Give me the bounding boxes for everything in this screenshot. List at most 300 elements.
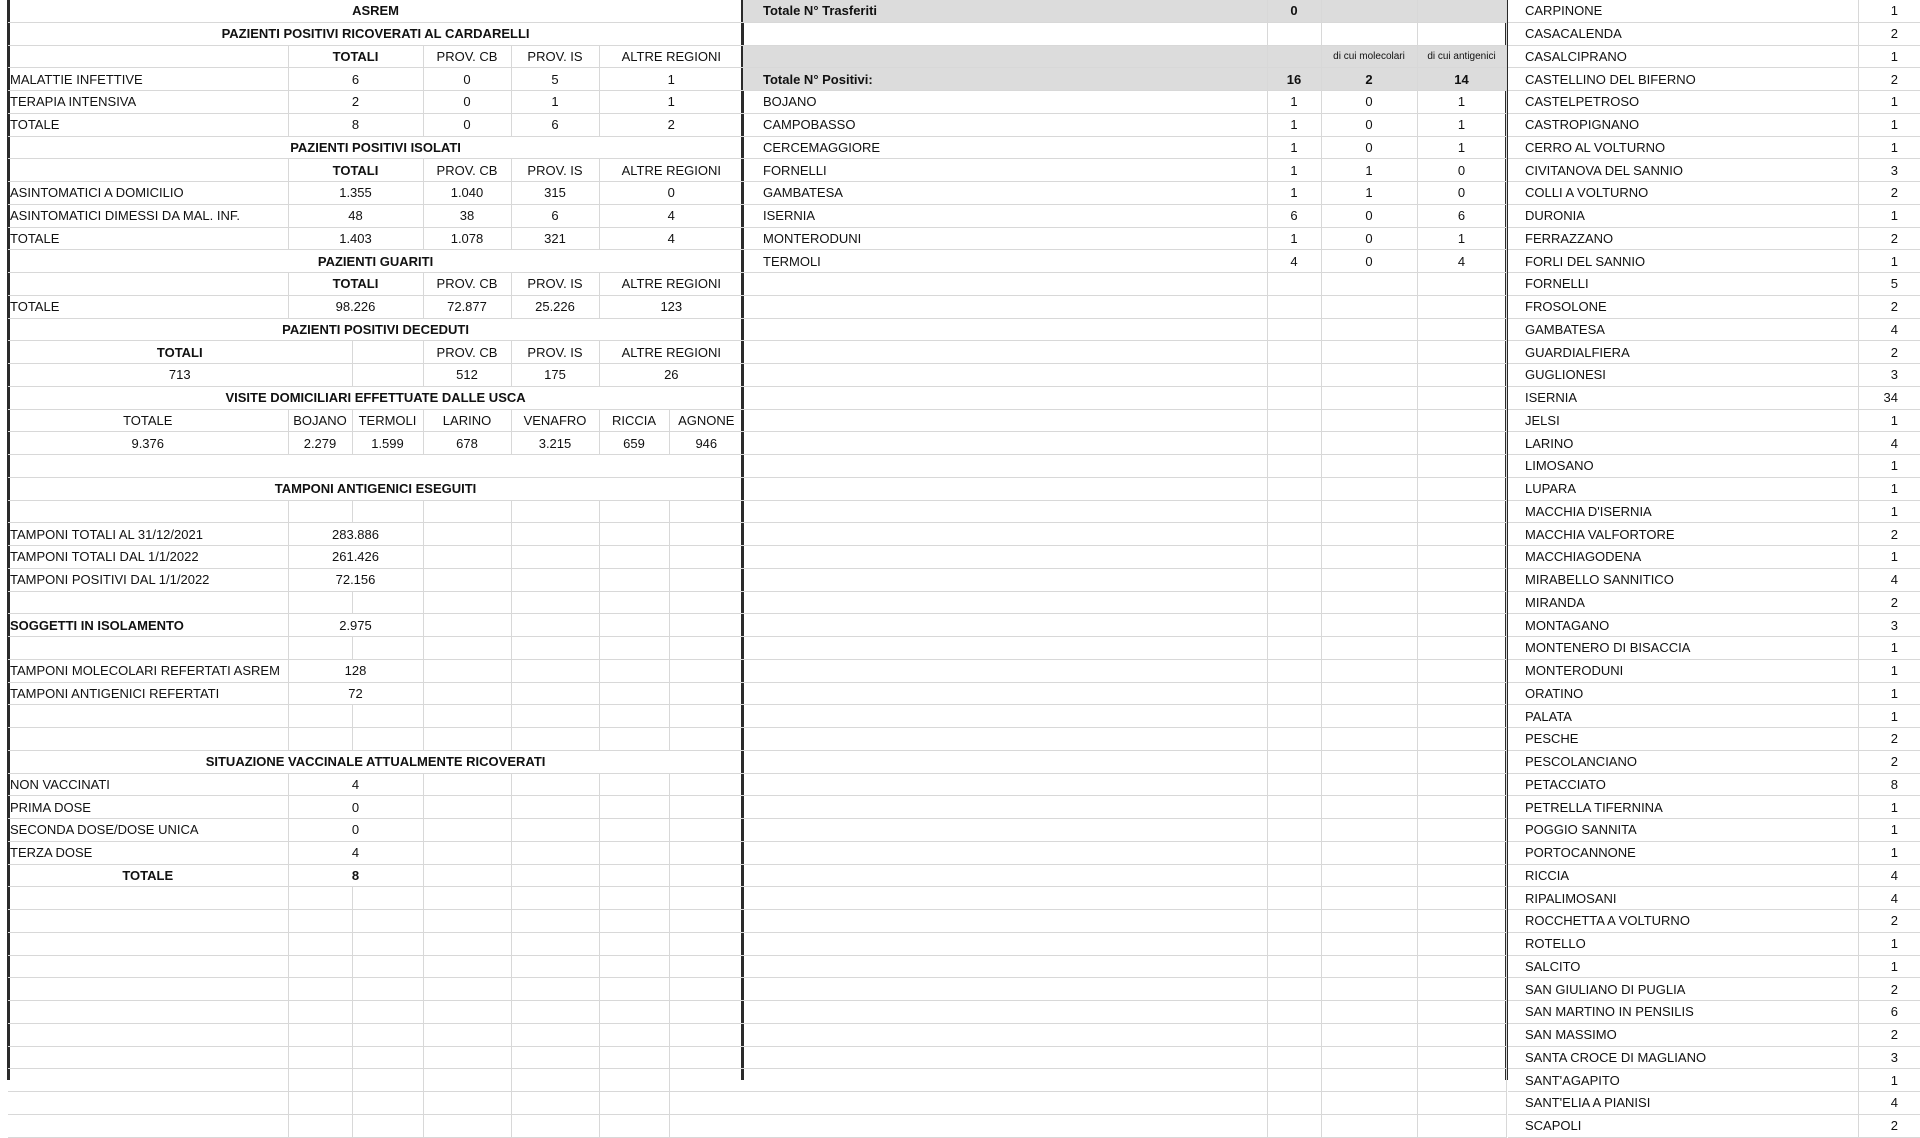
cell (599, 1092, 669, 1115)
cell (1417, 568, 1506, 591)
cell (1321, 341, 1417, 364)
municipality-name: PORTOCANNONE (1508, 841, 1858, 864)
municipality-name: CIVITANOVA DEL SANNIO (1508, 159, 1858, 182)
municipality-name: SANT'ELIA A PIANISI (1508, 1092, 1858, 1115)
cell (669, 1046, 743, 1069)
usca-header: AGNONE (669, 409, 743, 432)
cell (1267, 1114, 1321, 1137)
table-row (1508, 409, 1920, 432)
blank-row (743, 341, 1506, 364)
cell (599, 500, 669, 523)
header-prov-is: PROV. IS (511, 273, 599, 296)
header-antigenici: di cui antigenici (1417, 45, 1506, 68)
row-label: TERAPIA INTENSIVA (8, 91, 288, 114)
cell (1417, 523, 1506, 546)
municipality-name: GUGLIONESI (1508, 364, 1858, 387)
cell (1321, 705, 1417, 728)
value-altre-regioni: 123 (599, 295, 743, 318)
row-value: 0 (288, 796, 423, 819)
cell (599, 796, 669, 819)
table-row (1508, 796, 1920, 819)
municipality-name: MONTENERO DI BISACCIA (1508, 637, 1858, 660)
cell (423, 932, 511, 955)
row-value: 4 (288, 841, 423, 864)
table-row (8, 546, 743, 569)
cell (1321, 364, 1417, 387)
cell (511, 682, 599, 705)
cell (423, 705, 511, 728)
cell (1417, 432, 1506, 455)
municipality-count: 2 (1858, 1023, 1920, 1046)
blank-row (743, 1023, 1506, 1046)
municipality-name: RIPALIMOSANI (1508, 887, 1858, 910)
cell (423, 682, 511, 705)
table-row (1508, 364, 1920, 387)
value-prov-is: 1 (511, 91, 599, 114)
municipality-count: 1 (1858, 819, 1920, 842)
usca-value: 678 (423, 432, 511, 455)
cell (1321, 1023, 1417, 1046)
municipality-name: ISERNIA (1508, 386, 1858, 409)
value-altre-regioni: 4 (599, 204, 743, 227)
cell (8, 637, 288, 660)
cell (1321, 910, 1417, 933)
table-row (743, 113, 1506, 136)
table-row (1508, 341, 1920, 364)
cell (669, 1023, 743, 1046)
municipality-count: 34 (1858, 386, 1920, 409)
cell (8, 45, 288, 68)
table-row (1508, 614, 1920, 637)
usca-value: 1.599 (352, 432, 423, 455)
cell (1321, 455, 1417, 478)
cell (511, 1092, 599, 1115)
municipality-count: 5 (1858, 273, 1920, 296)
section-title-usca: VISITE DOMICILIARI EFFETTUATE DALLE USCA (8, 386, 743, 409)
positivi-antigenici: 6 (1417, 204, 1506, 227)
cell (1321, 1046, 1417, 1069)
cell (1417, 318, 1506, 341)
cell (1267, 750, 1321, 773)
cell (669, 637, 743, 660)
cell (1267, 546, 1321, 569)
positivi-molecolari: 0 (1321, 113, 1417, 136)
cell (1321, 750, 1417, 773)
table-row (8, 364, 743, 387)
cell (423, 796, 511, 819)
municipality-count: 2 (1858, 523, 1920, 546)
positivi-antigenici: 0 (1417, 159, 1506, 182)
cell (352, 1046, 423, 1069)
section-title-row (8, 136, 743, 159)
table-row (8, 796, 743, 819)
cell (743, 1046, 1267, 1069)
table-row (1508, 728, 1920, 751)
cell (423, 1046, 511, 1069)
cell (1267, 796, 1321, 819)
municipality-counts-table (1508, 0, 1920, 1138)
cell (511, 1069, 599, 1092)
cell (1267, 568, 1321, 591)
cell (743, 523, 1267, 546)
municipality-count: 2 (1858, 68, 1920, 91)
blank-row (743, 864, 1506, 887)
usca-header: LARINO (423, 409, 511, 432)
value-prov-is: 315 (511, 182, 599, 205)
header-prov-cb: PROV. CB (423, 45, 511, 68)
cell (288, 1046, 352, 1069)
municipality-name: ISERNIA (743, 204, 1267, 227)
municipality-count: 1 (1858, 455, 1920, 478)
cell (1267, 841, 1321, 864)
cell (1417, 341, 1506, 364)
blank-row (743, 887, 1506, 910)
cell (1417, 728, 1506, 751)
value-totali: 48 (288, 204, 423, 227)
usca-value: 946 (669, 432, 743, 455)
municipality-name: FORNELLI (1508, 273, 1858, 296)
cell (743, 887, 1267, 910)
municipality-count: 2 (1858, 750, 1920, 773)
cell (423, 1114, 511, 1137)
municipality-name: MIRANDA (1508, 591, 1858, 614)
cell (423, 591, 511, 614)
table-row (743, 227, 1506, 250)
section-title-tamponi: TAMPONI ANTIGENICI ESEGUITI (8, 477, 743, 500)
table-row (1508, 932, 1920, 955)
usca-value: 9.376 (8, 432, 288, 455)
cell (1417, 978, 1506, 1001)
section-title-guariti: PAZIENTI GUARITI (8, 250, 743, 273)
cell (1321, 523, 1417, 546)
trasferiti-label: Totale N° Trasferiti (743, 0, 1267, 22)
positivi-antigenici: 1 (1417, 91, 1506, 114)
cell (1267, 523, 1321, 546)
blank-row (743, 591, 1506, 614)
header-prov-is: PROV. IS (511, 45, 599, 68)
positivi-total: 1 (1267, 182, 1321, 205)
blank-row (743, 1092, 1506, 1115)
cell (1417, 750, 1506, 773)
cell (669, 955, 743, 978)
header-prov-is: PROV. IS (511, 159, 599, 182)
cell (1267, 477, 1321, 500)
cell (423, 1092, 511, 1115)
municipality-name: PESCOLANCIANO (1508, 750, 1858, 773)
municipality-count: 2 (1858, 591, 1920, 614)
row-label: TAMPONI TOTALI AL 31/12/2021 (8, 523, 288, 546)
cell (511, 568, 599, 591)
table-row (1508, 1092, 1920, 1115)
blank-row (743, 477, 1506, 500)
municipality-count: 1 (1858, 250, 1920, 273)
cell (743, 773, 1267, 796)
table-row (1508, 250, 1920, 273)
cell (1417, 22, 1506, 45)
cell (1267, 682, 1321, 705)
cell (1417, 273, 1506, 296)
cell (8, 1023, 288, 1046)
municipality-name: LIMOSANO (1508, 455, 1858, 478)
cell (1417, 955, 1506, 978)
usca-value: 3.215 (511, 432, 599, 455)
municipality-count: 6 (1858, 1001, 1920, 1024)
table-row (8, 819, 743, 842)
row-label: TOTALE (8, 295, 288, 318)
cell (1267, 341, 1321, 364)
cell (1417, 546, 1506, 569)
municipality-name: MACCHIA VALFORTORE (1508, 523, 1858, 546)
municipality-name: LARINO (1508, 432, 1858, 455)
cell (423, 841, 511, 864)
header-altre-regioni: ALTRE REGIONI (599, 45, 743, 68)
row-label: MALATTIE INFETTIVE (8, 68, 288, 91)
table-row (8, 432, 743, 455)
value-prov-is: 6 (511, 113, 599, 136)
cell (599, 546, 669, 569)
municipality-count: 1 (1858, 1069, 1920, 1092)
municipality-count: 2 (1858, 227, 1920, 250)
header-totali: TOTALI (288, 159, 423, 182)
municipality-name: MONTERODUNI (1508, 659, 1858, 682)
cell (423, 523, 511, 546)
cell (669, 910, 743, 933)
cell (1417, 614, 1506, 637)
blank-row (743, 614, 1506, 637)
section-title-row (8, 250, 743, 273)
municipality-name: GUARDIALFIERA (1508, 341, 1858, 364)
value-prov-is: 6 (511, 204, 599, 227)
cell (352, 1069, 423, 1092)
cell (1321, 568, 1417, 591)
cell (1321, 887, 1417, 910)
cell (352, 500, 423, 523)
value-altre-regioni: 2 (599, 113, 743, 136)
blank-row (743, 546, 1506, 569)
blank-row (8, 910, 743, 933)
value-totali: 1.403 (288, 227, 423, 250)
cell (1267, 295, 1321, 318)
cell (599, 659, 669, 682)
cell (669, 1092, 743, 1115)
cell (1267, 910, 1321, 933)
municipality-name: POGGIO SANNITA (1508, 819, 1858, 842)
value-prov-cb: 1.078 (423, 227, 511, 250)
cell (352, 955, 423, 978)
municipality-count: 1 (1858, 659, 1920, 682)
cell (599, 682, 669, 705)
row-value: 2.975 (288, 614, 423, 637)
municipality-name: LUPARA (1508, 477, 1858, 500)
table-row (1508, 568, 1920, 591)
cell (1267, 864, 1321, 887)
value-prov-cb: 72.877 (423, 295, 511, 318)
table-row (8, 523, 743, 546)
cell (511, 659, 599, 682)
row-label: NON VACCINATI (8, 773, 288, 796)
header-totali: TOTALI (288, 273, 423, 296)
municipality-count: 2 (1858, 1114, 1920, 1137)
blank-row (743, 1046, 1506, 1069)
cell (669, 932, 743, 955)
cell (743, 841, 1267, 864)
cell (423, 1069, 511, 1092)
cell (1321, 1092, 1417, 1115)
cell (669, 1069, 743, 1092)
table-row (743, 182, 1506, 205)
cell (352, 1023, 423, 1046)
positivi-molecolari: 1 (1321, 159, 1417, 182)
municipality-count: 4 (1858, 887, 1920, 910)
cell (1417, 591, 1506, 614)
municipality-name: MONTERODUNI (743, 227, 1267, 250)
cell (669, 568, 743, 591)
cell (743, 955, 1267, 978)
cell (1267, 705, 1321, 728)
row-label: TAMPONI MOLECOLARI REFERTATI ASREM (8, 659, 288, 682)
table-row (1508, 22, 1920, 45)
municipality-count: 4 (1858, 318, 1920, 341)
cell (288, 728, 352, 751)
cell (423, 546, 511, 569)
table-row (8, 182, 743, 205)
blank-row (743, 682, 1506, 705)
table-row (1508, 432, 1920, 455)
cell (8, 1092, 288, 1115)
cell (599, 637, 669, 660)
cell (8, 705, 288, 728)
cell (8, 1001, 288, 1024)
cell (1321, 295, 1417, 318)
municipality-count: 2 (1858, 295, 1920, 318)
row-value: 0 (288, 819, 423, 842)
cell (1321, 318, 1417, 341)
blank-row (743, 1114, 1506, 1137)
table-row (1508, 750, 1920, 773)
cell (1267, 318, 1321, 341)
cell (423, 887, 511, 910)
municipality-name: SAN GIULIANO DI PUGLIA (1508, 978, 1858, 1001)
table-row (1508, 978, 1920, 1001)
row-label: TERZA DOSE (8, 841, 288, 864)
cell (743, 659, 1267, 682)
municipality-name: FERRAZZANO (1508, 227, 1858, 250)
cell (743, 341, 1267, 364)
cell (599, 887, 669, 910)
municipality-count: 1 (1858, 796, 1920, 819)
cell (1417, 910, 1506, 933)
cell (288, 1069, 352, 1092)
cell (743, 318, 1267, 341)
cell (1417, 386, 1506, 409)
header-row (8, 159, 743, 182)
cell (669, 546, 743, 569)
blank-row (743, 273, 1506, 296)
municipality-name: JELSI (1508, 409, 1858, 432)
municipality-name: SANTA CROCE DI MAGLIANO (1508, 1046, 1858, 1069)
table-row (1508, 273, 1920, 296)
cell (599, 728, 669, 751)
cell (1267, 1046, 1321, 1069)
header-totali: TOTALI (288, 45, 423, 68)
cell (8, 1046, 288, 1069)
cell (1417, 705, 1506, 728)
cell (352, 728, 423, 751)
positivi-total: 1 (1267, 113, 1321, 136)
value-totali: 6 (288, 68, 423, 91)
cell (743, 728, 1267, 751)
blank-row (8, 1046, 743, 1069)
cell (743, 45, 1267, 68)
blank-row (743, 705, 1506, 728)
section-title-ricoverati: PAZIENTI POSITIVI RICOVERATI AL CARDARELLI (8, 22, 743, 45)
municipality-count: 1 (1858, 841, 1920, 864)
municipality-count: 2 (1858, 22, 1920, 45)
cell (8, 978, 288, 1001)
section-title-vaccinale: SITUAZIONE VACCINALE ATTUALMENTE RICOVERATI (8, 750, 743, 773)
cell (423, 500, 511, 523)
table-row (1508, 910, 1920, 933)
cell (423, 978, 511, 1001)
positivi-antigenici: 1 (1417, 113, 1506, 136)
row-label: TOTALE (8, 227, 288, 250)
cell (669, 1114, 743, 1137)
municipality-name: TERMOLI (743, 250, 1267, 273)
positivi-antigenici: 1 (1417, 227, 1506, 250)
table-row (1508, 955, 1920, 978)
municipality-count: 4 (1858, 432, 1920, 455)
table-row (1508, 523, 1920, 546)
cell (1417, 819, 1506, 842)
cell (1417, 1001, 1506, 1024)
cell (599, 841, 669, 864)
table-row (8, 113, 743, 136)
municipality-count: 1 (1858, 136, 1920, 159)
cell (1417, 1114, 1506, 1137)
municipality-name: SCAPOLI (1508, 1114, 1858, 1137)
municipality-name: MONTAGANO (1508, 614, 1858, 637)
row-label: SECONDA DOSE/DOSE UNICA (8, 819, 288, 842)
cell (511, 864, 599, 887)
table-row (8, 204, 743, 227)
cell (8, 500, 288, 523)
cell (8, 932, 288, 955)
cell (352, 1092, 423, 1115)
header-altre-regioni: ALTRE REGIONI (599, 341, 743, 364)
header-row (8, 341, 743, 364)
cell (352, 910, 423, 933)
usca-header: RICCIA (599, 409, 669, 432)
table-row (1508, 500, 1920, 523)
cell (599, 955, 669, 978)
header-altre-regioni: ALTRE REGIONI (599, 159, 743, 182)
cell (743, 364, 1267, 387)
municipality-count: 8 (1858, 773, 1920, 796)
cell (511, 955, 599, 978)
cell (1417, 637, 1506, 660)
municipality-name: DURONIA (1508, 204, 1858, 227)
positivi-molecolari: 0 (1321, 227, 1417, 250)
cell (288, 591, 352, 614)
cell (669, 728, 743, 751)
cell (1267, 659, 1321, 682)
cell (511, 841, 599, 864)
positivi-molecolari: 0 (1321, 136, 1417, 159)
table-row (1508, 136, 1920, 159)
municipality-name: FORLI DEL SANNIO (1508, 250, 1858, 273)
positivi-total: 1 (1267, 159, 1321, 182)
cell (743, 750, 1267, 773)
